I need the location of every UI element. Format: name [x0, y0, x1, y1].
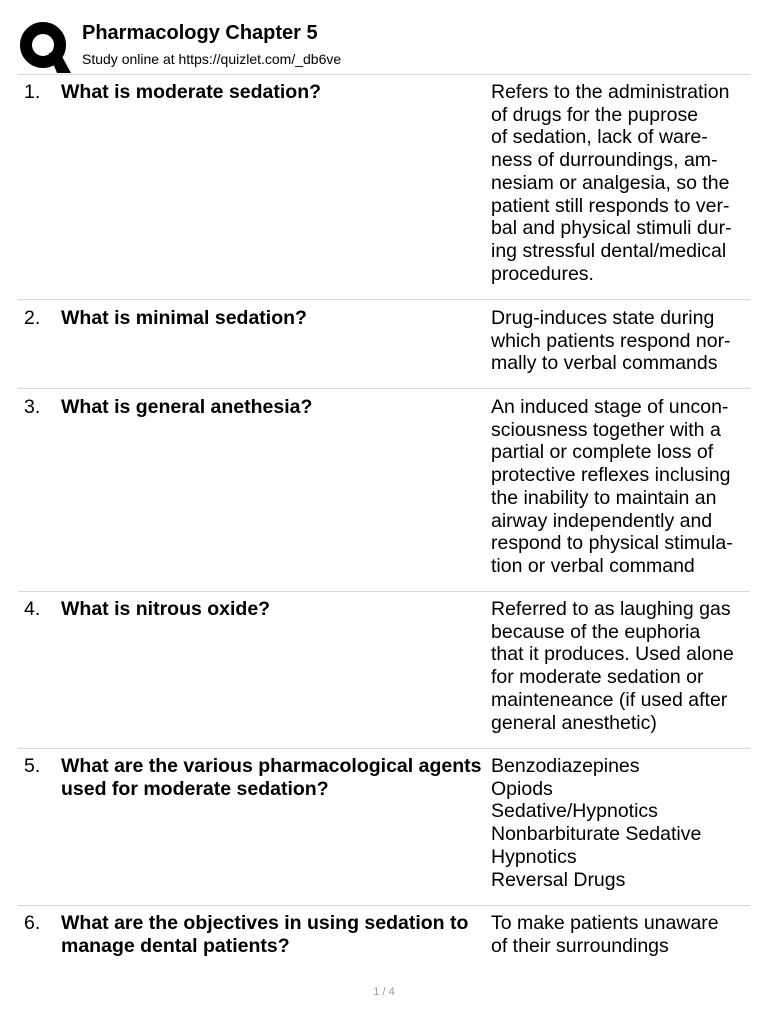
card-definition: Benzodiazepines Opiods Sedative/Hypnotics Nonbarbiturate Sedative Hypnotics Reversal Drugs — [491, 755, 702, 891]
card-number: 5. — [24, 755, 41, 777]
quizlet-logo-icon — [19, 21, 71, 73]
row-divider — [18, 299, 750, 300]
card-definition: Referred to as laughing gas because of the euphoria that it produces. Used alone for moderate sedation or mainteneance (if used after general anesthetic) — [491, 598, 734, 734]
card-term: What are the various pharmacological agents used for moderate sedation? — [61, 755, 482, 800]
card-number: 4. — [24, 598, 41, 620]
page-indicator: 1 / 4 — [373, 986, 395, 998]
card-term: What is nitrous oxide? — [61, 598, 271, 620]
card-number: 6. — [24, 912, 41, 934]
row-divider — [18, 591, 750, 592]
row-divider — [18, 905, 750, 906]
row-divider — [18, 748, 750, 749]
card-term: What is general anethesia? — [61, 396, 313, 418]
card-number: 3. — [24, 396, 41, 418]
row-divider — [18, 388, 750, 389]
card-definition: An induced stage of uncon- sciousness together with a partial or complete loss of protective reflexes inclusing the inability to maintain an airway independently and respond to physical stimula- tion or verbal command — [491, 396, 733, 577]
card-definition: To make patients unaware of their surroundings — [491, 912, 719, 957]
page-header — [0, 0, 768, 74]
card-definition: Refers to the administration of drugs for the puprose of sedation, lack of ware- ness of durroundings, am- nesiam or analgesia, so the patient still responds to ver- bal and physical stimuli dur- ing stressful dental/medical procedures. — [491, 81, 732, 285]
card-term: What are the objectives in using sedation to manage dental patients? — [61, 912, 469, 957]
card-definition: Drug-induces state during which patients respond nor- mally to verbal commands — [491, 307, 731, 375]
document-title: Pharmacology Chapter 5 — [82, 22, 318, 44]
card-number: 2. — [24, 307, 41, 329]
study-online-link[interactable]: Study online at https://quizlet.com/_db6ve — [82, 51, 342, 67]
card-term: What is minimal sedation? — [61, 307, 307, 329]
card-term: What is moderate sedation? — [61, 81, 322, 103]
header-divider — [18, 74, 750, 75]
card-number: 1. — [24, 81, 41, 103]
